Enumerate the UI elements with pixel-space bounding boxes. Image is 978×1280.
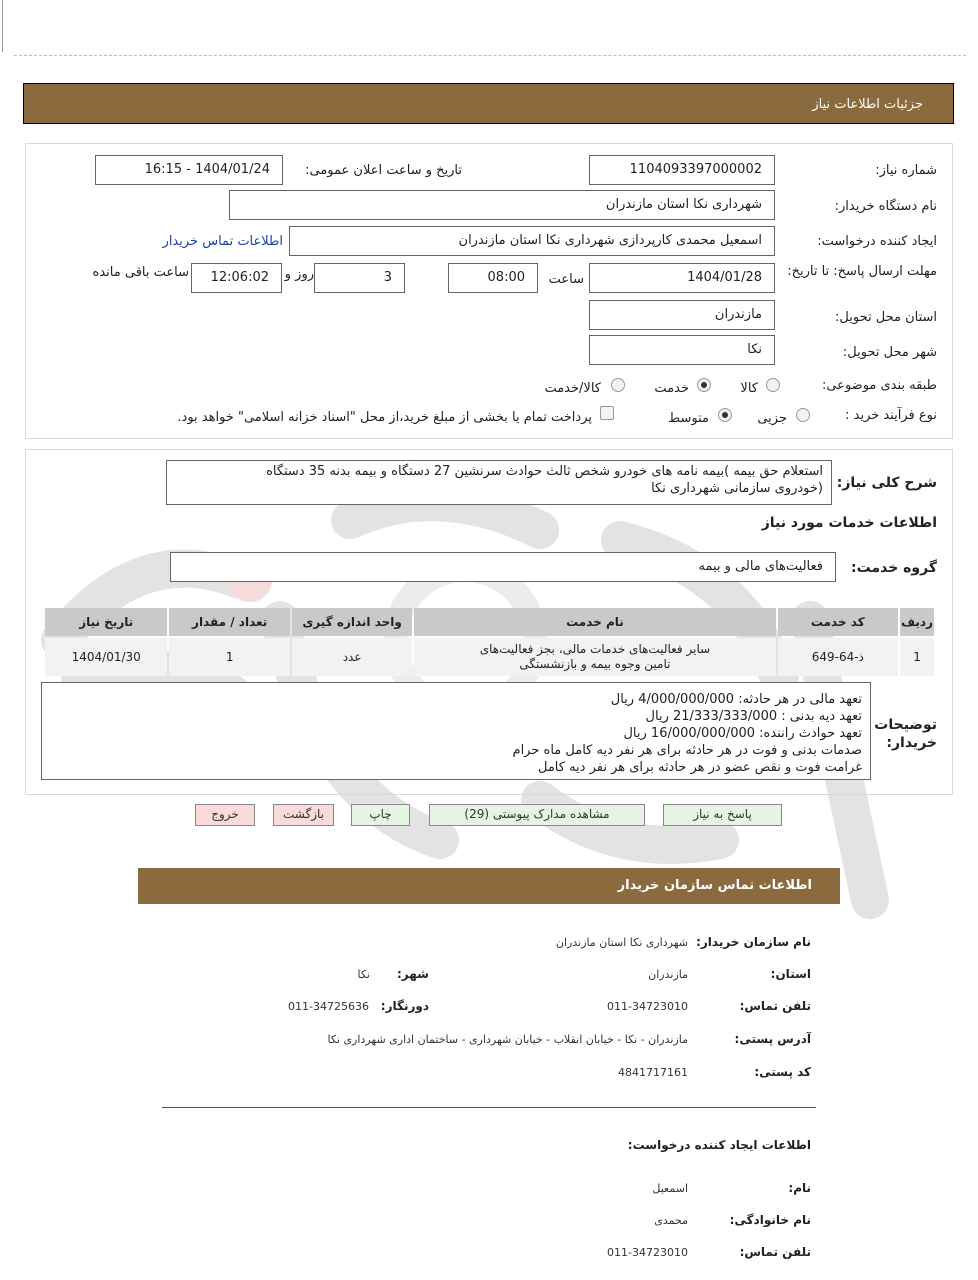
days-field: 3 [314,263,405,293]
cell-date: 1404/01/30 [45,638,167,676]
summary-text [166,460,832,505]
exit-button[interactable]: خروج [195,804,255,826]
requester-field: اسمعیل محمدی کارپردازی شهرداری نکا استان مازندران [289,226,775,256]
contact-title: اطلاعات تماس سازمان خریدار [617,878,812,893]
buyer-note-line: تعهد دیه بدنی : 21/333/333/000 ریال [645,709,862,724]
col-code: کد خدمت [778,608,898,636]
creator-phone-value: 011-34723010 [607,1246,688,1259]
province-label: استان محل تحویل: [835,310,937,325]
creator-title: اطلاعات ایجاد کننده درخواست: [627,1138,811,1152]
contact-province-value: مازندران [648,968,688,981]
process-minor-label: جزیی [757,411,787,426]
category-service-radio[interactable] [697,378,711,392]
creator-name-label: نام: [788,1181,811,1195]
need-number-field: 1104093397000002 [589,155,775,185]
reply-button[interactable]: پاسخ به نیاز [663,804,782,826]
contact-phone-label: تلفن تماس: [739,999,811,1013]
services-title: اطلاعات خدمات مورد نیاز [761,515,937,531]
contact-fax-label: دورنگار: [380,999,429,1013]
category-label: طبقه بندی موضوعی: [821,378,937,393]
back-button[interactable]: بازگشت [273,804,334,826]
buyer-notes-label-line-1: توضیحات [874,717,937,733]
contact-phone-value: 011-34723010 [607,1000,688,1013]
deadline-date-field: 1404/01/28 [589,263,775,293]
cell-code: ذ-64-649 [778,638,898,676]
cell-name-line-2: تامین وجوه بیمه و بازنشستگی [519,657,671,671]
col-qty: تعداد / مقدار [169,608,289,636]
remaining-time-field: 12:06:02 [191,263,282,293]
process-medium-label: متوسط [668,411,709,426]
creator-family-label: نام خانوادگی: [729,1213,811,1227]
col-date: تاریخ نیاز [45,608,167,636]
contact-divider [162,1107,816,1108]
buyer-note-line: غرامت فوت و نقص عضو در هر حادثه برای هر نفر دیه کامل [538,760,862,775]
remaining-label: ساعت باقی مانده [92,265,189,280]
cell-index: 1 [900,638,934,676]
category-both-radio[interactable] [611,378,625,392]
deadline-label: مهلت ارسال پاسخ: تا تاریخ: [787,264,937,279]
requester-label: ایجاد کننده درخواست: [817,234,937,249]
service-group-label: گروه خدمت: [851,560,937,576]
print-button[interactable]: چاپ [351,804,410,826]
days-label: روز و [284,267,314,282]
buyer-notes-box [41,682,871,780]
buyer-notes-label [874,716,937,752]
col-unit: واحد اندازه گیری [292,608,412,636]
need-number-label: شماره نیاز: [875,163,937,178]
contact-address-label: آدرس پستی: [734,1032,811,1046]
buyer-label: نام دستگاه خریدار: [834,199,937,214]
contact-header [138,868,840,904]
contact-org-value: شهرداری نکا استان مازندران [555,936,688,949]
cell-qty: 1 [169,638,289,676]
announce-field: 1404/01/24 - 16:15 [95,155,283,185]
deadline-time-field: 08:00 [448,263,538,293]
buyer-notes-label-line-2: خریدار: [886,735,937,751]
cell-unit: عدد [292,638,412,676]
category-goods-label: کالا [740,381,758,396]
province-field: مازندران [589,300,775,330]
deadline-time-label: ساعت [548,272,584,287]
creator-phone-label: تلفن تماس: [739,1245,811,1259]
payment-note: پرداخت تمام یا بخشی از مبلغ خرید،از محل "اسناد خزانه اسلامی" خواهد بود. [177,410,592,425]
top-divider [14,55,966,56]
page-edge-line [2,0,3,52]
contact-address-value: مازندران - نکا - خیابان انقلاب - خیابان شهرداری - ساختمان اداری شهرداری نکا [327,1033,688,1046]
services-table [43,606,936,678]
announce-label: تاریخ و ساعت اعلان عمومی: [305,163,462,178]
cell-name [414,638,775,676]
summary-label: شرح کلی نیاز: [836,475,937,491]
table-header-row [45,608,934,636]
category-both-label: کالا/خدمت [544,381,601,396]
buyer-note-line: تعهد مالی در هر حادثه: 4/000/000/000 ریال [610,692,862,707]
contact-postal-label: کد پستی: [754,1065,811,1079]
treasury-payment-checkbox[interactable] [600,406,614,420]
col-name: نام خدمت [414,608,775,636]
contact-city-label: شهر: [397,967,429,981]
buyer-note-line: تعهد حوادث راننده: 16/000/000/000 ریال [623,726,862,741]
category-service-label: خدمت [654,381,689,396]
col-index: ردیف [900,608,934,636]
city-field: نکا [589,335,775,365]
contact-org-label: نام سازمان خریدار: [696,935,811,949]
buyer-field: شهرداری نکا استان مازندران [229,190,775,220]
cell-name-line-1: سایر فعالیت‌های خدمات مالی، بجز فعالیت‌های [479,642,711,656]
category-goods-radio[interactable] [766,378,780,392]
city-label: شهر محل تحویل: [842,345,937,360]
attachments-button[interactable]: مشاهده مدارک پیوستی (29) [429,804,645,826]
summary-line-1: استعلام حق بیمه )بیمه نامه های خودرو شخص ثالث حوادث سرنشین 27 دستگاه و بیمه بدنه 35 دستگاه [266,464,823,479]
creator-family-value: محمدی [654,1214,688,1227]
creator-name-value: اسمعیل [652,1182,688,1195]
service-group-field: فعالیت‌های مالی و بیمه [170,552,836,582]
contact-province-label: استان: [770,967,811,981]
buyer-note-line: صدمات بدنی و فوت در هر حادثه برای هر نفر دیه کامل ماه حرام [512,743,862,758]
table-row [45,638,934,676]
buyer-contact-link[interactable]: اطلاعات تماس خریدار [162,234,283,249]
contact-fax-value: 011-34725636 [288,1000,369,1013]
process-medium-radio[interactable] [718,408,732,422]
page-header [23,83,954,124]
process-label: نوع فرآیند خرید : [845,408,937,423]
summary-line-2: (خودروی سازمانی شهرداری نکا [651,481,823,496]
process-minor-radio[interactable] [796,408,810,422]
contact-city-value: نکا [357,968,370,981]
contact-postal-value: 4841717161 [618,1066,688,1079]
page-title: جزئیات اطلاعات نیاز [812,97,923,112]
